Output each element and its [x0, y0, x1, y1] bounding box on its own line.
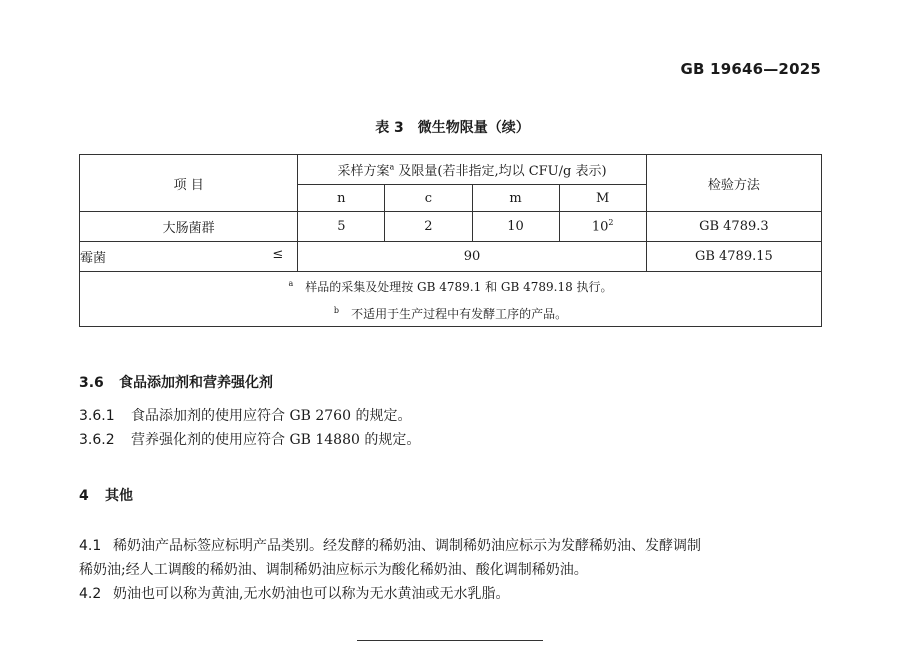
subheader-n: n	[298, 185, 385, 212]
note-a	[80, 272, 821, 299]
table-row	[80, 212, 822, 242]
clause-4-2	[79, 582, 827, 606]
clause-line: 稀奶油;经人工调酸的稀奶油、调制稀奶油应标示为酸化稀奶油、酸化调制稀奶油。	[79, 562, 588, 578]
table-caption: 表 3 微生物限量（续）	[375, 120, 530, 136]
limit-value: 90	[298, 242, 646, 272]
note-text: 不适用于生产过程中有发酵工序的产品。	[351, 307, 568, 321]
table-notes-row	[80, 272, 822, 327]
clause-number: 3.6.1	[79, 408, 115, 424]
clause-text: 营养强化剂的使用应符合 GB 14880 的规定。	[131, 432, 421, 448]
header-sampling-plan	[298, 155, 646, 185]
test-method: GB 4789.3	[646, 212, 821, 242]
item-name: 大肠菌群	[80, 212, 298, 242]
note-b	[80, 299, 821, 326]
note-mark: b	[333, 306, 340, 315]
header-test-method: 检验方法	[646, 155, 821, 212]
value-n: 5	[298, 212, 385, 242]
clause-text: 稀奶油产品标签应标明产品类别。经发酵的稀奶油、调制稀奶油应标示为发酵稀奶油、发酵调制	[113, 538, 701, 554]
item-name: 霉菌	[80, 251, 107, 266]
table-notes	[80, 272, 822, 327]
standard-number: GB 19646—2025	[680, 60, 821, 78]
section-title: 其他	[105, 488, 133, 504]
header-sampling-plan-prefix: 采样方案	[337, 164, 390, 179]
clause-number: 4.2	[79, 586, 102, 602]
value-c: 2	[385, 212, 472, 242]
item-cell	[80, 242, 298, 272]
value-M-exponent: 2	[608, 218, 614, 228]
subheader-c: c	[385, 185, 472, 212]
clause-number: 3.6.2	[79, 432, 115, 448]
test-method: GB 4789.15	[646, 242, 821, 272]
clause-4-1	[79, 534, 827, 582]
table-row	[80, 242, 822, 272]
subheader-m: m	[472, 185, 559, 212]
end-rule	[357, 640, 543, 641]
clause-text: 奶油也可以称为黄油,无水奶油也可以称为无水黄油或无水乳脂。	[113, 586, 510, 602]
section-title: 食品添加剂和营养强化剂	[119, 375, 273, 391]
clause-number: 4.1	[79, 538, 102, 554]
clause-line	[79, 534, 827, 558]
section-4-heading	[79, 485, 133, 505]
footnote-mark: a	[389, 162, 395, 172]
value-m: 10	[472, 212, 559, 242]
clause-3-6-1	[79, 404, 827, 428]
subheader-M: M	[559, 185, 646, 212]
less-equal-symbol: ≤	[272, 247, 284, 262]
value-M-base: 10	[591, 219, 609, 235]
section-number: 4	[79, 488, 89, 504]
clause-3-6-2	[79, 428, 827, 452]
microbial-limits-table	[79, 154, 822, 327]
table-header-row	[80, 155, 822, 185]
section-3-6-heading	[79, 372, 273, 392]
header-sampling-plan-suffix: 及限量(若非指定,均以 CFU/g 表示)	[398, 164, 607, 179]
note-mark: a	[288, 279, 294, 288]
value-M	[559, 212, 646, 242]
note-text: 样品的采集及处理按 GB 4789.1 和 GB 4789.18 执行。	[305, 280, 613, 294]
clause-text: 食品添加剂的使用应符合 GB 2760 的规定。	[131, 408, 412, 424]
header-item: 项 目	[80, 155, 298, 212]
section-number: 3.6	[79, 375, 104, 391]
